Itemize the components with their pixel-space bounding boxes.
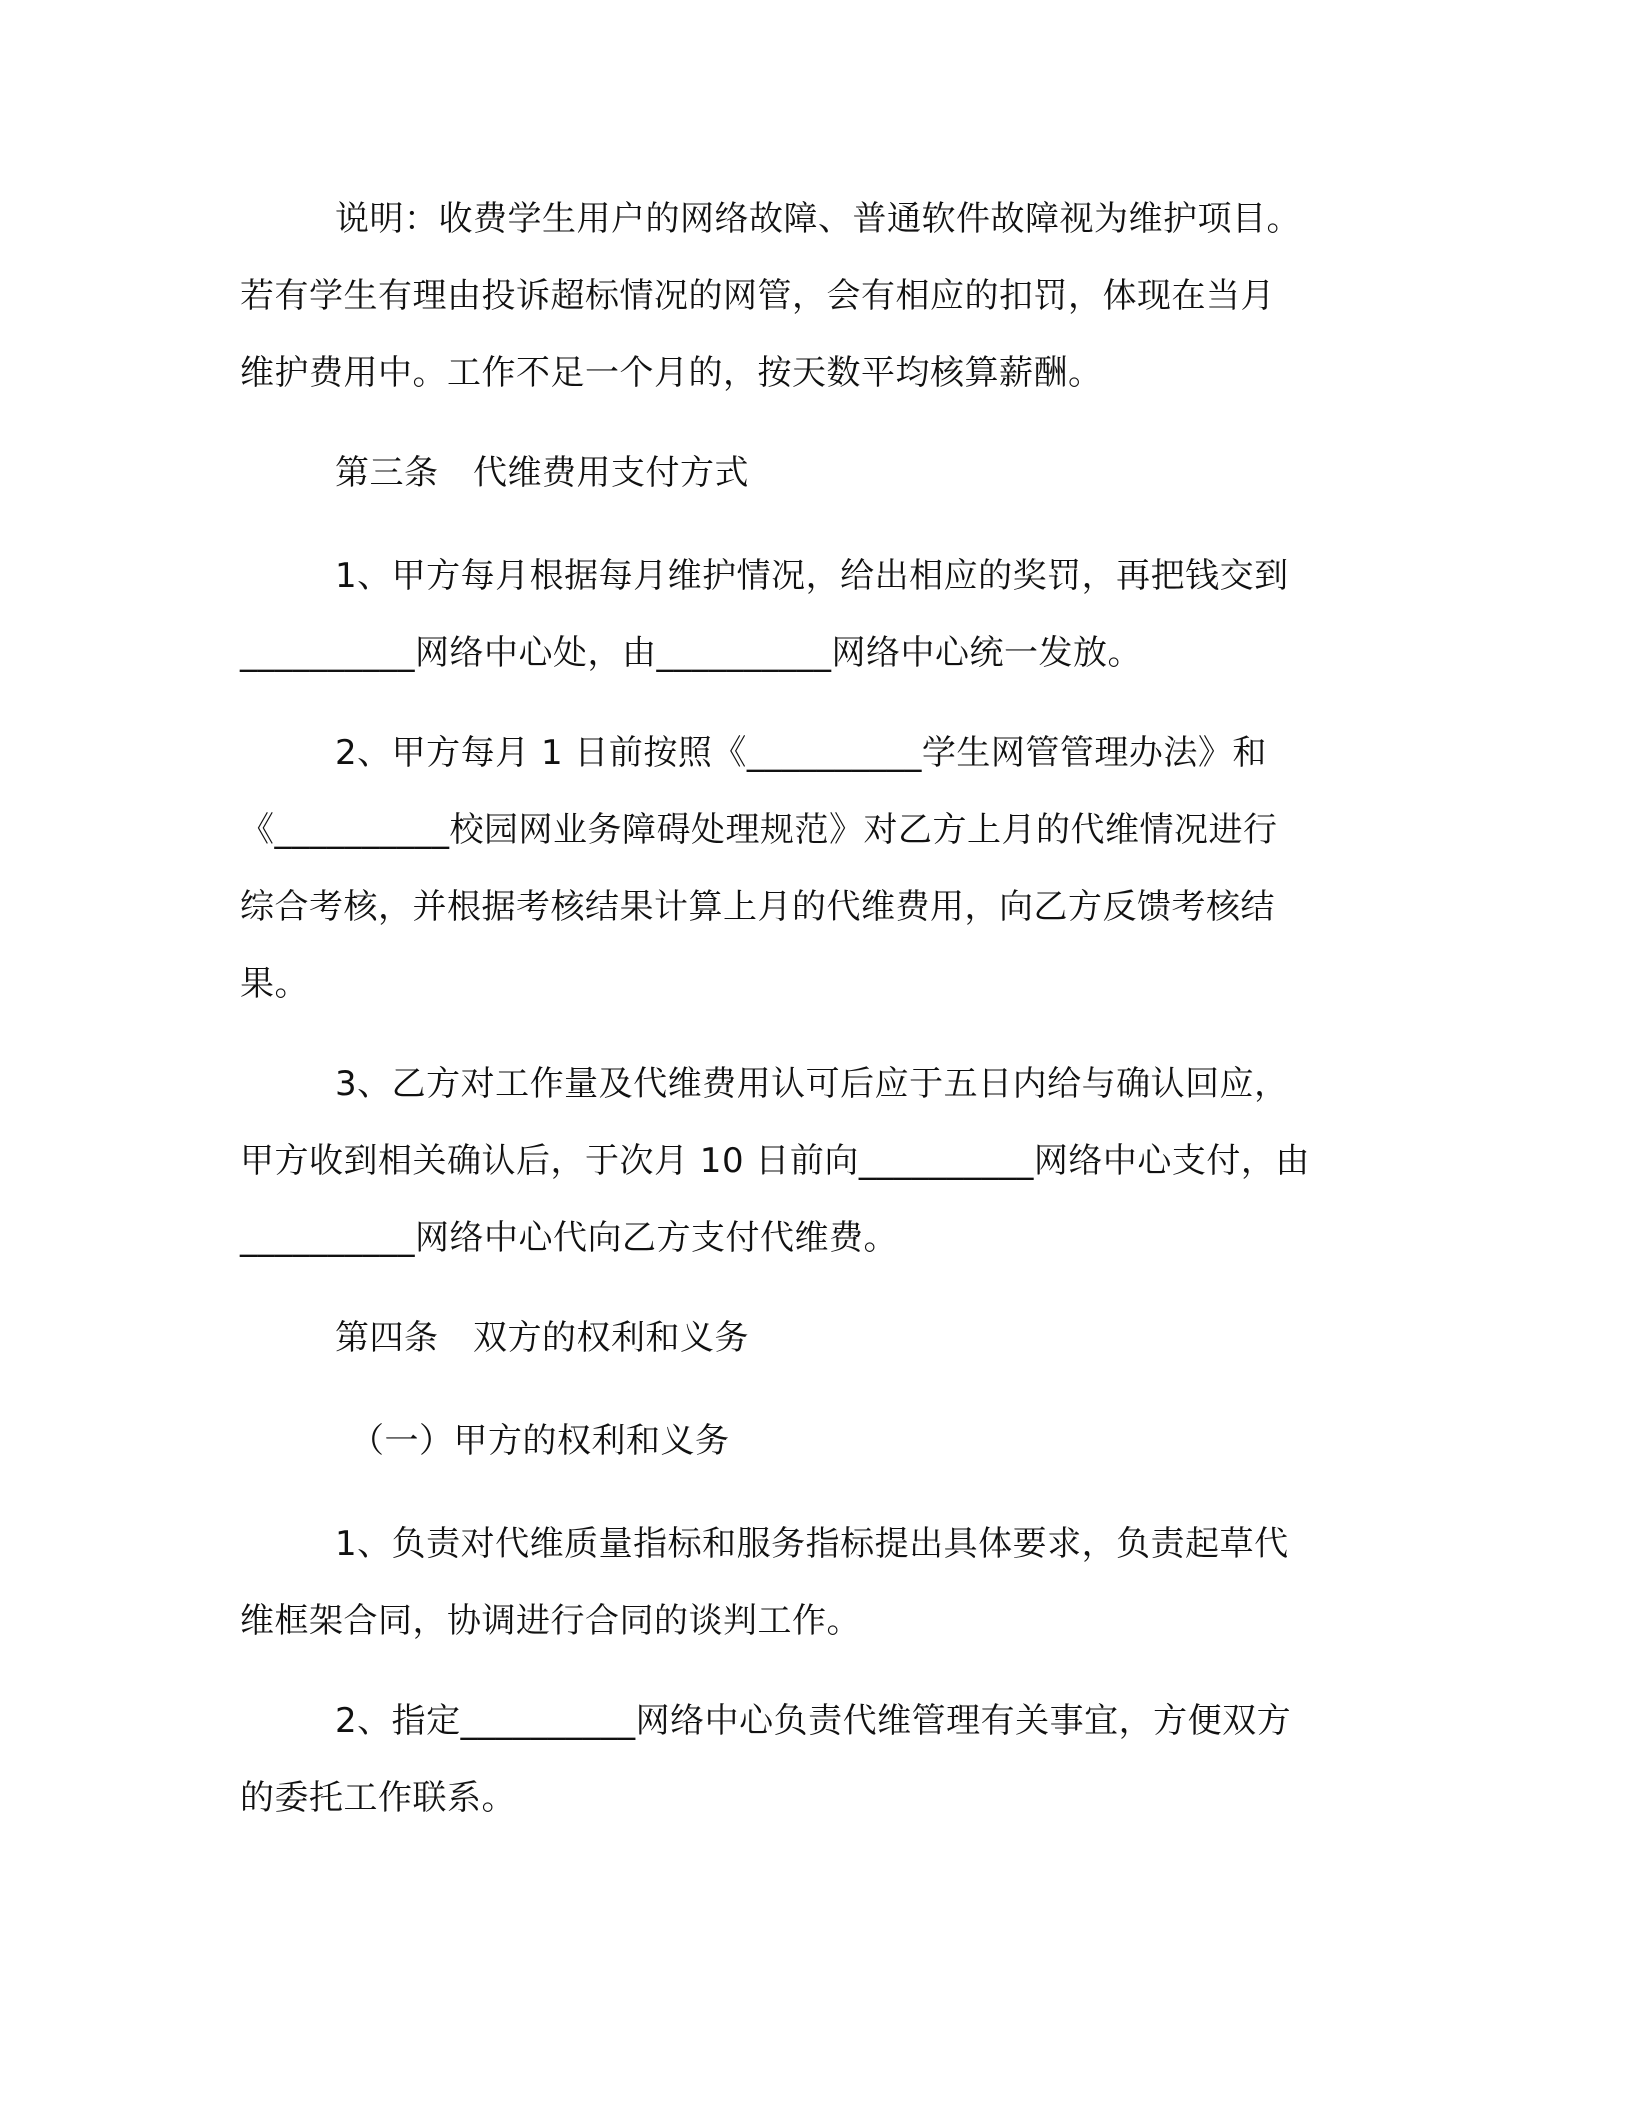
clause-3-line-1: 3、乙方对工作量及代维费用认可后应于五日内给与确认回应， — [335, 1064, 1289, 1104]
clause-2-line-4: 果。 — [240, 964, 309, 1004]
duty-2-line-1: 2、指定__________网络中心负责代维管理有关事宜，方便双方 — [335, 1701, 1292, 1741]
duty-1-line-1: 1、负责对代维质量指标和服务指标提出具体要求，负责起草代 — [335, 1524, 1289, 1564]
paragraph-note-line-3: 维护费用中。工作不足一个月的，按天数平均核算薪酬。 — [240, 353, 1103, 393]
clause-2-line-2: 《__________校园网业务障碍处理规范》对乙方上月的代维情况进行 — [240, 810, 1278, 850]
paragraph-note-line-2: 若有学生有理由投诉超标情况的网管，会有相应的扣罚，体现在当月 — [240, 276, 1275, 316]
clause-2-line-1: 2、甲方每月 1 日前按照《__________学生网管管理办法》和 — [335, 733, 1267, 773]
section-one-heading: （一）甲方的权利和义务 — [350, 1421, 730, 1461]
paragraph-note-line-1: 说明：收费学生用户的网络故障、普通软件故障视为维护项目。 — [335, 199, 1301, 239]
clause-1-line-2: __________网络中心处，由__________网络中心统一发放。 — [240, 633, 1142, 673]
clause-1-line-1: 1、甲方每月根据每月维护情况，给出相应的奖罚，再把钱交到 — [335, 556, 1289, 596]
duty-1-line-2: 维框架合同，协调进行合同的谈判工作。 — [240, 1601, 861, 1641]
article-three-heading: 第三条 代维费用支付方式 — [335, 453, 749, 493]
duty-2-line-2: 的委托工作联系。 — [240, 1778, 516, 1818]
clause-2-line-3: 综合考核，并根据考核结果计算上月的代维费用，向乙方反馈考核结 — [240, 887, 1275, 927]
clause-3-line-2: 甲方收到相关确认后，于次月 10 日前向__________网络中心支付，由 — [240, 1141, 1310, 1181]
clause-3-line-3: __________网络中心代向乙方支付代维费。 — [240, 1218, 898, 1258]
article-four-heading: 第四条 双方的权利和义务 — [335, 1318, 749, 1358]
